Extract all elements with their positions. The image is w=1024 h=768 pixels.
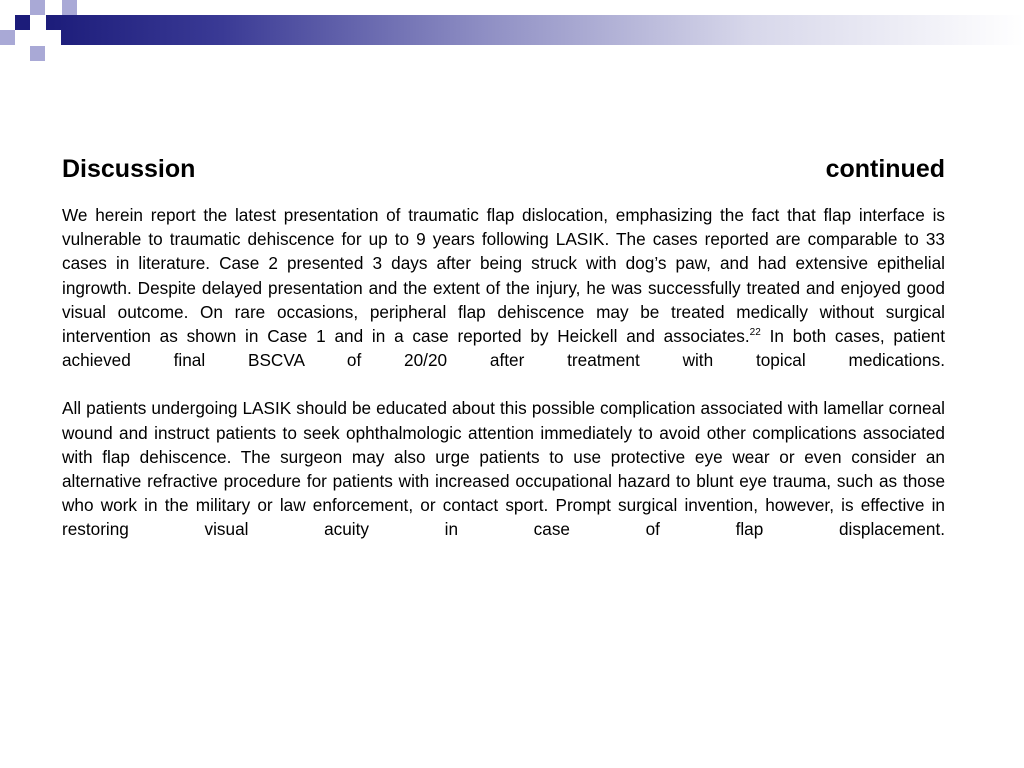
slide-title-row bbox=[62, 152, 945, 186]
header-gradient-bar bbox=[46, 15, 1024, 45]
reference-superscript: 22 bbox=[749, 327, 761, 339]
header-square-decoration bbox=[30, 46, 45, 61]
body-paragraph-1 bbox=[62, 203, 945, 372]
header-square-decoration bbox=[62, 0, 77, 15]
paragraph-1-text-continued: In both cases, patient achieved final BSCVA of 20/20 after treatment with topical medications. bbox=[62, 326, 946, 371]
slide-title: Discussion bbox=[62, 155, 196, 183]
header-square-decoration bbox=[15, 15, 30, 30]
slide-title-continued: continued bbox=[825, 155, 945, 183]
header-square-decoration bbox=[30, 0, 45, 15]
header-square-decoration bbox=[46, 30, 61, 45]
header-square-decoration bbox=[0, 30, 15, 45]
paragraph-1-text: We herein report the latest presentation of traumatic flap dislocation, emphasizing the fact that flap interface is vulnerable to traumatic dehiscence for up to 9 years following LASIK. The cases reported are comparable to 33 cases in literature. Case 2 presented 3 days after being struck with dog’s paw, and had extensive epithelial ingrowth. Despite delayed presentation and the extent of the injury, he was successfully treated and enjoyed good visual outcome. On rare occasions, peripheral flap dehiscence may be treated medically without surgical intervention as shown in Case 1 and in a case reported by Heickell and associates. bbox=[62, 205, 945, 347]
body-paragraph-2: All patients undergoing LASIK should be educated about this possible complication associated with lamellar corneal wound and instruct patients to seek ophthalmologic attention immediately to avoid other complications associated with flap dehiscence. The surgeon may also urge patients to use protective eye wear or even consider an alternative refractive procedure for patients with increased occupational hazard to blunt eye trauma, such as those who work in the military or law enforcement, or contact sport. Prompt surgical invention, however, is effective in restoring visual acuity in case of flap displacement. bbox=[62, 398, 945, 540]
slide-content bbox=[62, 152, 945, 566]
